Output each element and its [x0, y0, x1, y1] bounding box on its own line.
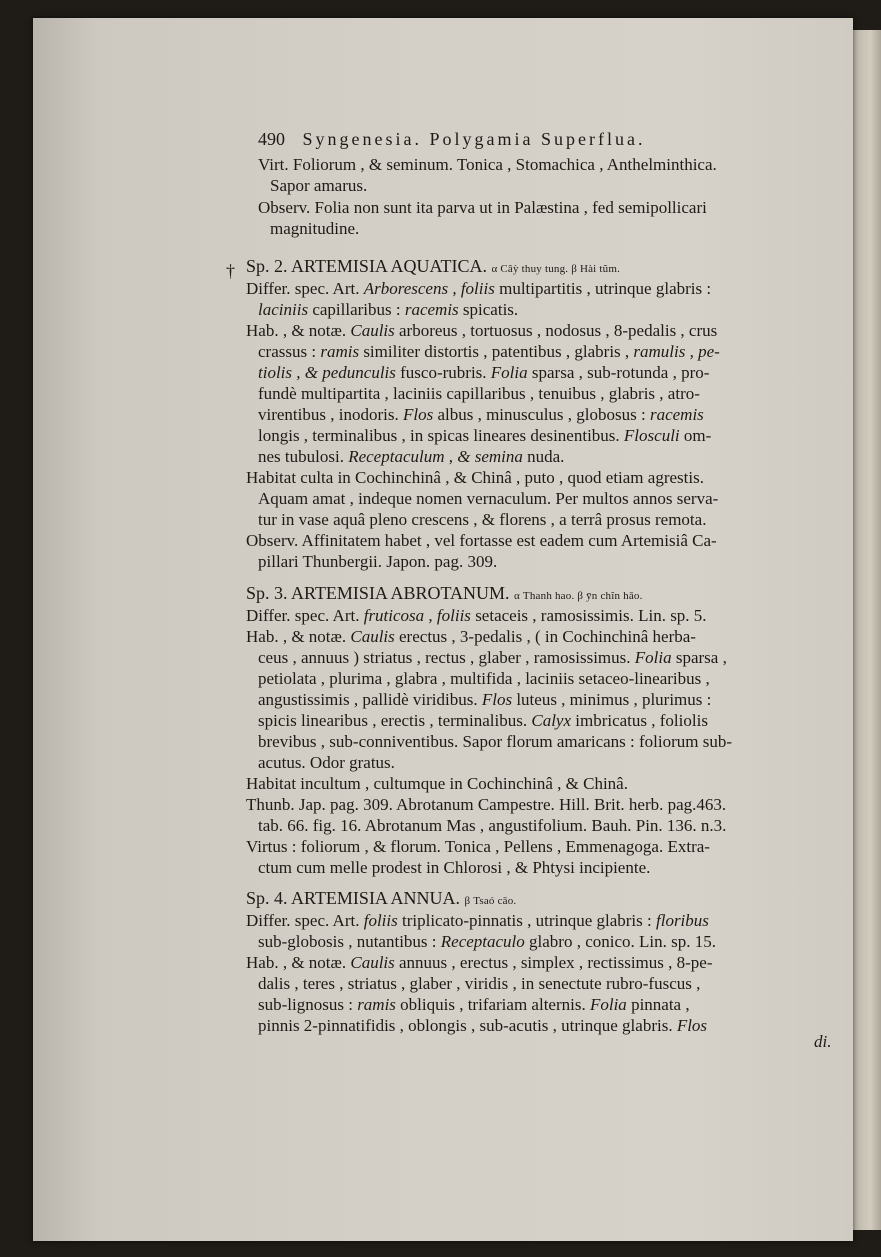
text-line: Habitat incultum , cultumque in Cochinchinâ , & Chinâ.	[246, 774, 628, 793]
text-line: tur in vase aquâ pleno crescens , & florens , a terrâ prosus remota.	[258, 510, 707, 529]
text-line: ceus , annuus ) striatus , rectus , glaber , ramosissimus. Folia sparsa ,	[258, 648, 727, 667]
text-line: tiolis , & pedunculis fusco-rubris. Folia sparsa , sub-rotunda , pro-	[258, 363, 710, 382]
text-line: sub-lignosus : ramis obliquis , trifariam alternis. Folia pinnata ,	[258, 995, 690, 1014]
text-line: Thunb. Jap. pag. 309. Abrotanum Campestre. Hill. Brit. herb. pag.463.	[246, 795, 727, 814]
text-line: ctum cum melle prodest in Chlorosi , & Phtysi incipiente.	[258, 858, 651, 877]
text-line: Observ. Affinitatem habet , vel fortasse est eadem cum Artemisiâ Ca-	[246, 531, 717, 550]
species-title: Sp. 3. ARTEMISIA ABROTANUM.	[246, 583, 510, 603]
text-line: Virtus : foliorum , & florum. Tonica , Pellens , Emmenagoga. Extra-	[246, 837, 710, 856]
text-line: petiolata , plurima , glabra , multifida , laciniis setaceo-linearibus ,	[258, 669, 710, 688]
text-line: nes tubulosi. Receptaculum , & semina nuda.	[258, 447, 565, 466]
text-line: longis , terminalibus , in spicas lineares desinentibus. Flosculi om-	[258, 426, 712, 445]
text-line: Sapor amarus.	[270, 176, 368, 195]
vernacular-names: α Câỳ thuy tung. β Hài tũm.	[491, 263, 621, 275]
dagger-mark: †	[226, 261, 235, 281]
text-line: Virt. Foliorum , & seminum. Tonica , Stomachica , Anthelminthica.	[258, 155, 717, 174]
text-line: dalis , teres , striatus , glaber , viridis , in senectute rubro-fuscus ,	[258, 974, 701, 993]
running-head	[258, 129, 645, 150]
text-line: acutus. Odor gratus.	[258, 753, 395, 772]
text-line: Hab. , & notæ. Caulis arboreus , tortuosus , nodosus , 8-pedalis , crus	[246, 321, 718, 340]
text-line: spicis linearibus , erectis , terminalibus. Calyx imbricatus , foliolis	[258, 711, 708, 730]
species-title: Sp. 2. ARTEMISIA AQUATICA.	[246, 256, 487, 276]
text-line: sub-globosis , nutantibus : Receptaculo glabro , conico. Lin. sp. 15.	[258, 932, 716, 951]
text-line: Hab. , & notæ. Caulis erectus , 3-pedalis , ( in Cochinchinâ herba-	[246, 627, 696, 646]
vernacular-names: α Thanh hao. β ȳn chîn hāo.	[514, 590, 643, 602]
species-heading	[246, 256, 620, 280]
text-line: brevibus , sub-conniventibus. Sapor florum amaricans : foliorum sub-	[258, 732, 733, 751]
text-line: magnitudine.	[270, 219, 360, 238]
species-heading	[246, 888, 516, 912]
text-line: Differ. spec. Art. fruticosa , foliis setaceis , ramosissimis. Lin. sp. 5.	[246, 606, 707, 625]
text-line: Hab. , & notæ. Caulis annuus , erectus , simplex , rectissimus , 8-pe-	[246, 953, 713, 972]
vernacular-names: β Tsaó cāo.	[464, 895, 517, 907]
species-title: Sp. 4. ARTEMISIA ANNUA.	[246, 888, 460, 908]
running-title: Syngenesia. Polygamia Superflua.	[302, 129, 646, 149]
text-line: Aquam amat , indeque nomen vernaculum. Per multos annos serva-	[258, 489, 719, 508]
text-line: tab. 66. fig. 16. Abrotanum Mas , angustifolium. Bauh. Pin. 136. n.3.	[258, 816, 727, 835]
page-number: 490	[258, 129, 285, 149]
species-heading	[246, 583, 643, 607]
text-line: pillari Thunbergii. Japon. pag. 309.	[258, 552, 498, 571]
text-line: angustissimis , pallidè viridibus. Flos luteus , minimus , plurimus :	[258, 690, 712, 709]
text-line: virentibus , inodoris. Flos albus , minusculus , globosus : racemis	[258, 405, 704, 424]
text-line: crassus : ramis similiter distortis , patentibus , glabris , ramulis , pe-	[258, 342, 720, 361]
catchword: di.	[814, 1032, 832, 1051]
text-line: fundè multipartita , laciniis capillaribus , tenuibus , glabris , atro-	[258, 384, 700, 403]
text-line: Habitat culta in Cochinchinâ , & Chinâ , puto , quod etiam agrestis.	[246, 468, 704, 487]
text-line: pinnis 2-pinnatifidis , oblongis , sub-acutis , utrinque glabris. Flos	[258, 1016, 708, 1035]
text-line: Differ. spec. Art. foliis triplicato-pinnatis , utrinque glabris : floribus	[246, 911, 709, 930]
text-line: Observ. Folia non sunt ita parva ut in Palæstina , fed semipollicari	[258, 198, 707, 217]
text-line: laciniis capillaribus : racemis spicatis.	[258, 300, 519, 319]
text-line: Differ. spec. Art. Arborescens , foliis multipartitis , utrinque glabris :	[246, 279, 712, 298]
